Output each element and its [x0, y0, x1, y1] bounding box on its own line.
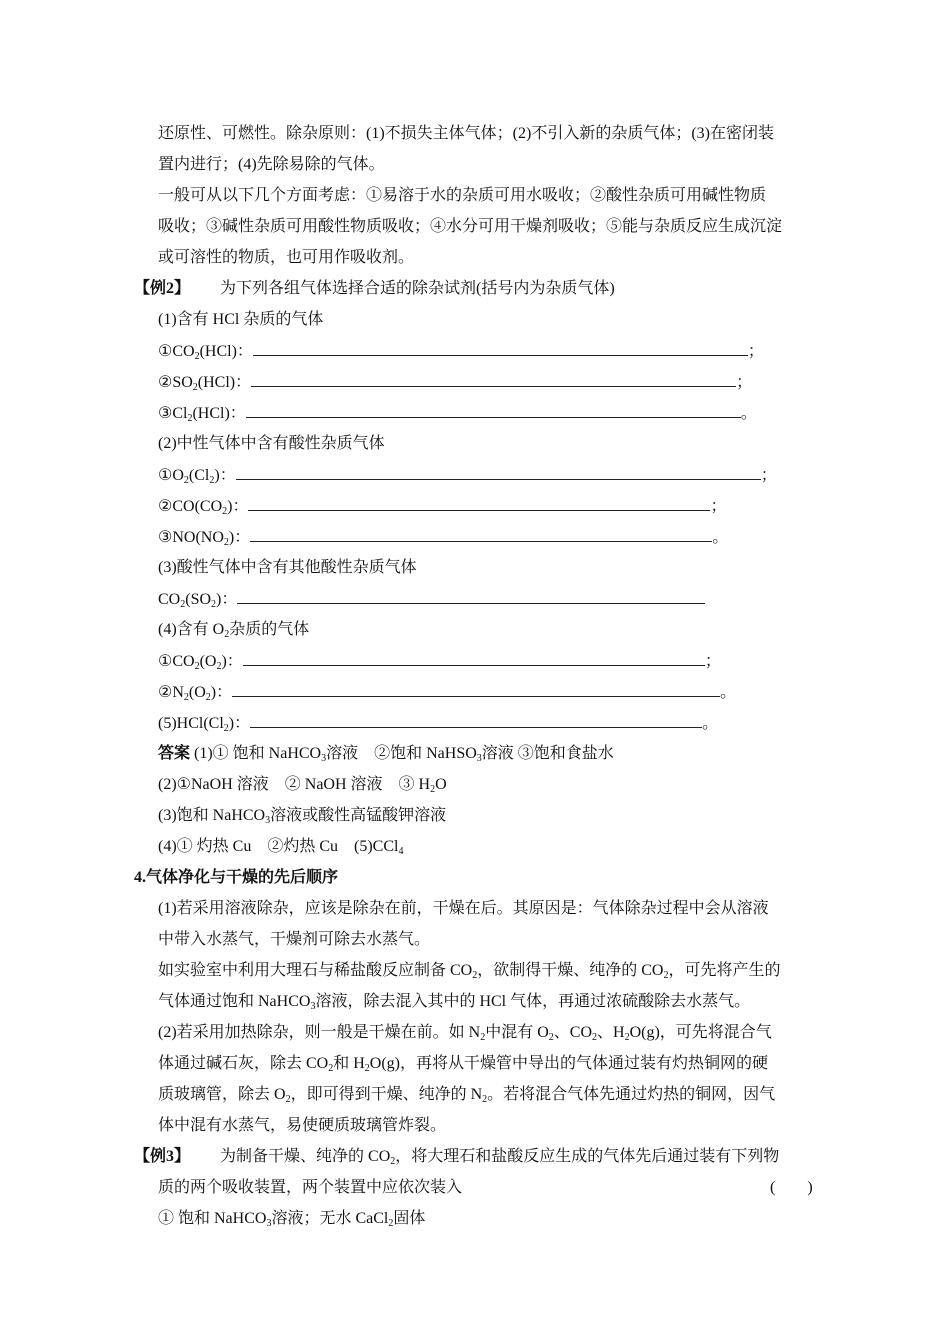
blank-so2-hcl: ②SO2(HCl)： ； — [158, 374, 753, 393]
answer-blank[interactable] — [251, 372, 736, 387]
answer-blank[interactable] — [236, 465, 761, 480]
intro-line-4: 吸收；③碱性杂质可用酸性物质吸收；④水分可用干燥剂吸收；⑤能与杂质反应生成沉淀 — [158, 218, 783, 235]
section-4-heading: 4.气体净化与干燥的先后顺序 — [134, 869, 339, 886]
blank-n2-o2: ②N2(O2)： 。 — [158, 684, 737, 703]
example-2-prompt: 为下列各组气体选择合适的除杂试剂(括号内为杂质气体) — [220, 280, 615, 297]
blank-o2-cl2: ①O2(Cl2)： ； — [158, 467, 777, 486]
intro-line-5: 或可溶性的物质，也可用作吸收剂。 — [158, 249, 415, 266]
answer-line-4: (4)① 灼热 Cu ②灼热 Cu (5)CCl4 — [158, 838, 404, 857]
answer-parentheses[interactable]: ( ) — [770, 1179, 813, 1196]
example-2-line — [134, 279, 615, 299]
blank-co2-so2: CO2(SO2)： — [158, 589, 705, 612]
blank-cl2-hcl: ③Cl2(HCl)： 。 — [158, 405, 757, 424]
intro-line-1: 还原性、可燃性。除杂原则：(1)不损失主体气体；(2)不引入新的杂质气体；(3)在密闭装 — [158, 125, 774, 142]
intro-line-3: 一般可从以下几个方面考虑：①易溶于水的杂质可用水吸收；②酸性杂质可用碱性物质 — [158, 187, 767, 204]
answer-blank[interactable] — [250, 713, 702, 728]
s4-para2-line1: 如实验室中利用大理石与稀盐酸反应制备 CO2，欲制得干燥、纯净的 CO2，可先将产生的 — [158, 962, 781, 981]
blank-hcl-cl2: (5)HCl(Cl2)： 。 — [158, 715, 719, 734]
group-1-heading: (1)含有 HCl 杂质的气体 — [158, 311, 324, 328]
blank-co2-hcl: ①CO2(HCl)： ； — [158, 343, 764, 362]
blank-no-no2: ③NO(NO2)： 。 — [158, 529, 729, 548]
answer-line-1: 答案 (1)① 饱和 NaHCO3溶液 ②饱和 NaHSO3溶液 ③饱和食盐水 — [158, 745, 614, 764]
answer-blank[interactable] — [250, 527, 712, 542]
intro-line-2: 置内进行；(4)先除易除的气体。 — [158, 156, 385, 173]
example-3-line2: 质的两个吸收装置，两个装置中应依次装入 — [158, 1179, 463, 1196]
group-3-heading: (3)酸性气体中含有其他酸性杂质气体 — [158, 559, 417, 576]
answer-blank[interactable] — [246, 403, 741, 418]
answer-line-3: (3)饱和 NaHCO3溶液或酸性高锰酸钾溶液 — [158, 807, 447, 826]
s4-para2-line2: 气体通过饱和 NaHCO3溶液，除去混入其中的 HCl 气体，再通过浓硫酸除去水蒸气。 — [158, 993, 751, 1012]
example-3-option-1: ① 饱和 NaHCO3溶液；无水 CaCl2固体 — [158, 1210, 426, 1229]
answer-label: 答案 — [158, 745, 191, 762]
example-2-label: 【例2】 — [134, 280, 191, 297]
s4-para3-line4: 体中混有水蒸气，易使硬质玻璃管炸裂。 — [158, 1117, 447, 1134]
example-3-label: 【例3】 — [134, 1148, 191, 1165]
answer-blank[interactable] — [237, 589, 705, 604]
answer-blank[interactable] — [243, 651, 705, 666]
s4-para1-line1: (1)若采用溶液除杂，应该是除杂在前，干燥在后。其原因是：气体除杂过程中会从溶液 — [158, 900, 769, 917]
answer-blank[interactable] — [232, 682, 720, 697]
blank-co-co2: ②CO(CO2)： ； — [158, 498, 727, 517]
group-2-heading: (2)中性气体中含有酸性杂质气体 — [158, 435, 385, 452]
answer-line-2: (2)①NaOH 溶液 ② NaOH 溶液 ③ H2O — [158, 776, 447, 795]
s4-para1-line2: 中带入水蒸气，干燥剂可除去水蒸气。 — [158, 931, 431, 948]
answer-blank[interactable] — [248, 496, 710, 511]
s4-para3-line2: 体通过碱石灰，除去 CO2和 H2O(g)，再将从干燥管中导出的气体通过装有灼热铜网的硬 — [158, 1055, 769, 1074]
blank-co2-o2: ①CO2(O2)： ； — [158, 653, 721, 672]
group-4-heading: (4)含有 O2杂质的气体 — [158, 621, 310, 640]
example-3-line1: 【例3】 为制备干燥、纯净的 CO2，将大理石和盐酸反应生成的气体先后通过装有下列物 — [134, 1148, 780, 1167]
s4-para3-line3: 质玻璃管，除去 O2，即可得到干燥、纯净的 N2。若将混合气体先通过灼热的铜网，因气 — [158, 1086, 776, 1105]
answer-blank[interactable] — [253, 341, 748, 356]
s4-para3-line1: (2)若采用加热除杂，则一般是干燥在前。如 N2中混有 O2、CO2、H2O(g)，可先将混合气 — [158, 1024, 772, 1043]
